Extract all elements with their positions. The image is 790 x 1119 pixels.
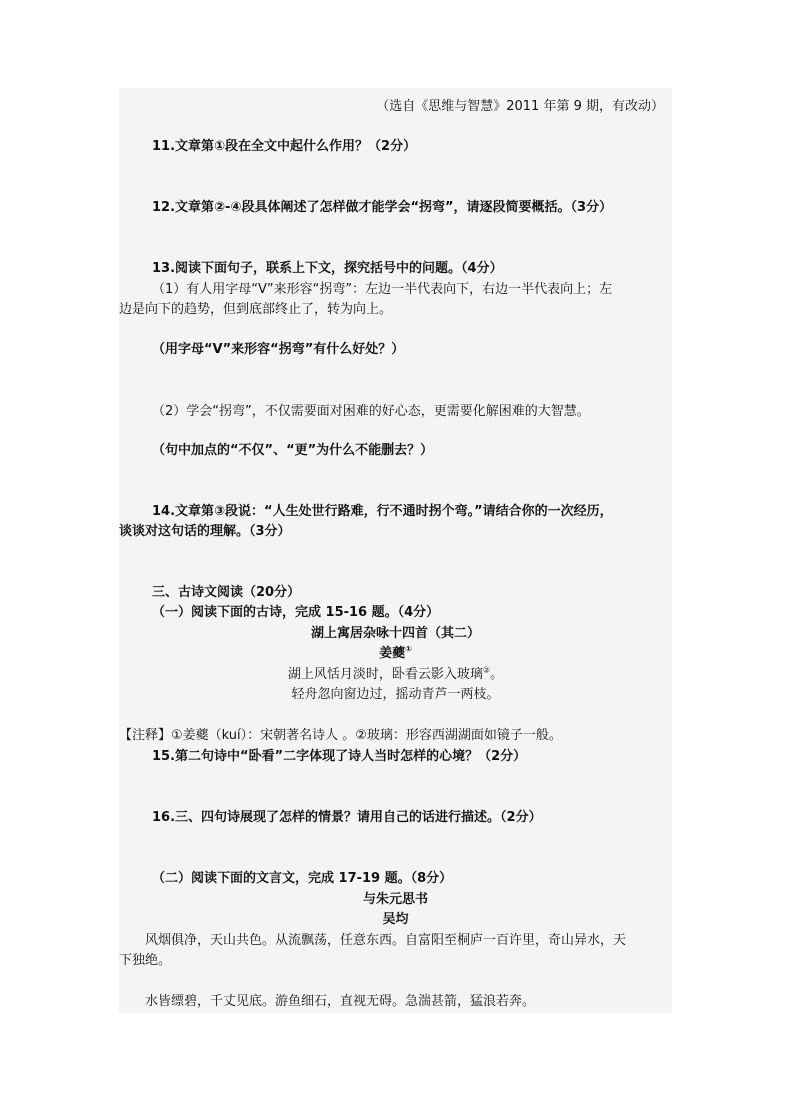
poem-line-1: 湖上风恬月淡时，卧看云影入玻璃②。 bbox=[287, 665, 504, 682]
classical-text-title: 与朱元思书 bbox=[362, 892, 428, 907]
document-page bbox=[119, 88, 672, 1013]
part-2-instruction: （二）阅读下面的文言文，完成 17-19 题。（8分） bbox=[152, 871, 453, 886]
section-3-heading: 三、古诗文阅读（20分） bbox=[152, 585, 301, 600]
part-1-instruction: （一）阅读下面的古诗，完成 15-16 题。（4分） bbox=[152, 605, 440, 620]
question-11: 11.文章第①段在全文中起什么作用？（2分） bbox=[152, 139, 417, 154]
question-12: 12.文章第②-④段具体阐述了怎样做才能学会“拐弯”，请逐段简要概括。（3分） bbox=[152, 200, 613, 215]
question-13-title: 13.阅读下面句子，联系上下文，探究括号中的问题。（4分） bbox=[152, 261, 503, 276]
poem-annotation: 【注释】①姜夔（kuí）：宋朝著名诗人 。②玻璃：形容西湖湖面如镜子一般。 bbox=[119, 728, 562, 743]
question-14-line-2: 谈谈对这句话的理解。（3分） bbox=[119, 524, 291, 539]
question-13-sentence-2: （2）学会“拐弯”，不仅需要面对困难的好心态，更需要化解困难的大智慧。 bbox=[152, 404, 590, 419]
question-14-line-1: 14.文章第③段说：“人生处世行路难，行不通时拐个弯。”请结合你的一次经历， bbox=[152, 504, 613, 519]
poem-line-2: 轻舟忽向窗边过，摇动青芦一两枝。 bbox=[291, 687, 500, 702]
poem-author: 姜夔① bbox=[379, 644, 412, 661]
source-note: （选自《思维与智慧》2011 年第 9 期，有改动） bbox=[376, 99, 664, 114]
poem-title: 湖上寓居杂咏十四首（其二） bbox=[310, 626, 480, 641]
classical-text-paragraph-1-line-2: 下独绝。 bbox=[119, 953, 172, 968]
question-13-sub-question-1: （用字母“V”来形容“拐弯”有什么好处？） bbox=[152, 342, 405, 357]
question-13-sentence-1-line-2: 边是向下的趋势，但到底部终止了，转为向上。 bbox=[119, 302, 393, 317]
classical-text-paragraph-2-line-1: 水皆缥碧，千丈见底。游鱼细石，直视无碍。急湍甚箭，猛浪若奔。 bbox=[145, 994, 536, 1009]
classical-text-paragraph-1-line-1: 风烟俱净，天山共色。从流飘荡，任意东西。自富阳至桐庐一百许里，奇山异水，天 bbox=[145, 933, 627, 948]
classical-text-author: 吴均 bbox=[382, 912, 409, 927]
question-16: 16.三、四句诗展现了怎样的情景？请用自己的话进行描述。（2分） bbox=[152, 810, 542, 825]
question-13-sentence-1-line-1: （1）有人用字母“V”来形容“拐弯”：左边一半代表向下，右边一半代表向上；左 bbox=[152, 282, 613, 297]
question-15: 15.第二句诗中“卧看”二字体现了诗人当时怎样的心境？（2分） bbox=[152, 749, 527, 764]
question-13-sub-question-2: （句中加点的“不仅”、“更”为什么不能删去？） bbox=[152, 443, 434, 458]
